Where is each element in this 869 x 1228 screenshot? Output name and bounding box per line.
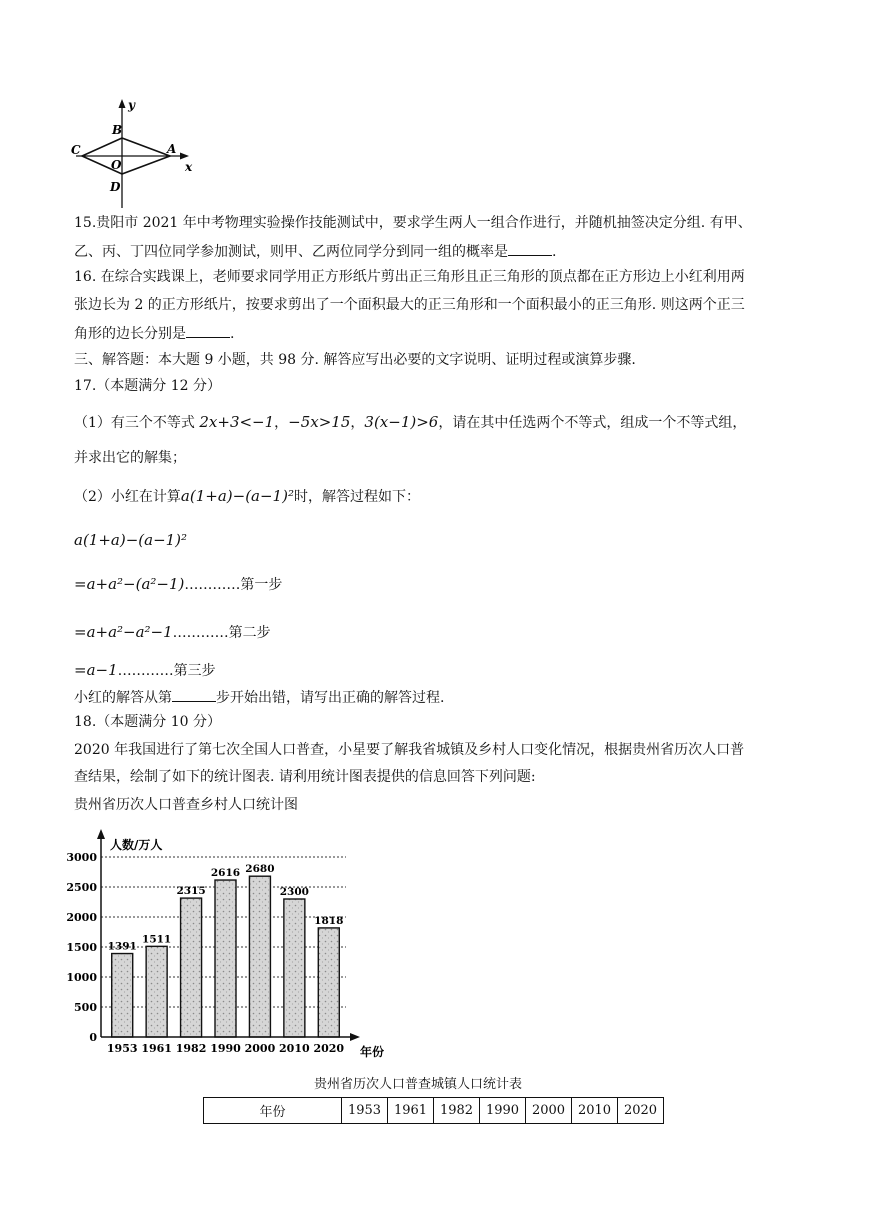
chart-y-tick-label: 3000	[66, 851, 97, 864]
step-2-expression: =a+a²−a²−1	[74, 623, 173, 641]
q16-line-1: 16. 在综合实践课上，老师要求同学用正方形纸片剪出正三角形且正三角形的顶点都在正方形边上小红利用两	[74, 269, 745, 285]
table-year-cell: 2020	[618, 1098, 664, 1124]
rhombus-figure	[62, 96, 202, 208]
chart-x-tick-label: 2010	[279, 1042, 310, 1055]
step-1-expression: =a+a²−(a²−1)	[74, 575, 185, 593]
q17-error-line	[74, 687, 444, 708]
solution-step-2	[74, 622, 271, 643]
step-2-label: …………第二步	[172, 625, 271, 641]
table-year-cell: 2010	[572, 1098, 618, 1124]
q15-text: 乙、丙、丁四位同学参加测试，则甲、乙两位同学分到同一组的概率是	[74, 244, 508, 260]
chart-y-axis-label: 人数/万人	[110, 838, 163, 852]
error-step-blank	[172, 687, 216, 702]
q15-line-2	[74, 241, 556, 262]
chart-x-tick-label: 2000	[244, 1042, 276, 1055]
q15-end: .	[552, 244, 557, 260]
solution-step-1	[74, 574, 282, 595]
label-a: A	[167, 142, 177, 156]
q16-line-3	[74, 323, 234, 344]
chart-value-label: 1391	[107, 940, 137, 953]
table-title: 贵州省历次人口普查城镇人口统计表	[314, 1077, 523, 1092]
table-year-cell: 2000	[526, 1098, 572, 1124]
chart-value-label: 2300	[279, 886, 309, 898]
chart-value-label: 2315	[176, 885, 206, 898]
q17-part2-line	[74, 486, 420, 507]
chart-bar	[215, 880, 236, 1037]
chart-x-tick-label: 1982	[175, 1042, 207, 1055]
chart-bar	[146, 946, 167, 1037]
q18-header: 18.（本题满分 10 分）	[74, 714, 221, 730]
chart-x-axis-arrow	[350, 1033, 360, 1041]
chart-y-tick-label: 1500	[66, 941, 97, 954]
chart-bar	[181, 898, 202, 1037]
step-3-label: …………第三步	[117, 663, 216, 679]
solution-step-0: a(1+a)−(a−1)²	[74, 531, 188, 549]
chart-y-tick-label: 2500	[66, 881, 97, 894]
chart-value-label: 2616	[210, 867, 241, 880]
q15-line-1: 15.贵阳市 2021 年中考物理实验操作技能测试中，要求学生两人一组合作进行，并随机抽签决定分组. 有甲、	[74, 215, 752, 231]
label-y: y	[128, 98, 135, 112]
chart-x-tick-label: 2020	[313, 1042, 345, 1055]
chart-bar	[249, 876, 270, 1037]
solution-step-3	[74, 660, 216, 681]
chart-bar	[318, 928, 339, 1037]
label-x: x	[185, 160, 193, 174]
rural-population-bar-chart	[66, 826, 396, 1062]
chart-x-tick-label: 1953	[106, 1042, 138, 1055]
y-axis-arrow	[119, 99, 126, 108]
q16-text: 角形的边长分别是	[74, 326, 186, 342]
chart-y-tick-label: 2000	[66, 911, 97, 924]
inequality-1: 2x+3<−1	[199, 413, 275, 431]
label-o: O	[111, 158, 122, 172]
q18-line-2: 查结果，绘制了如下的统计图表. 请利用统计图表提供的信息回答下列问题:	[74, 769, 536, 785]
q17-p2-suffix: 时，解答过程如下：	[293, 489, 420, 505]
table-year-cell: 1953	[342, 1098, 388, 1124]
q16-end: .	[230, 326, 235, 342]
error-prefix: 小红的解答从第	[74, 690, 172, 706]
q16-line-2: 张边长为 2 的正方形纸片，按要求剪出了一个面积最大的正三角形和一个面积最小的正三角形. 则这两个正三	[74, 297, 745, 313]
x-axis-arrow	[180, 153, 189, 160]
q17-header: 17.（本题满分 12 分）	[74, 378, 221, 394]
q17-part1-line-1	[74, 412, 746, 433]
q17-p2-expression: a(1+a)−(a−1)²	[180, 487, 294, 505]
q17-p1-suffix: ，请在其中任选两个不等式，组成一个不等式组，	[438, 415, 747, 431]
table-row	[204, 1098, 664, 1124]
q17-part1-line-2: 并求出它的解集；	[74, 450, 186, 466]
urban-population-table	[203, 1097, 664, 1124]
chart-x-axis-label: 年份	[360, 1045, 385, 1059]
inequality-2: −5x>15	[288, 413, 351, 431]
label-d: D	[110, 180, 121, 194]
table-year-cell: 1982	[434, 1098, 480, 1124]
q17-sep-1: ，	[274, 415, 289, 431]
chart-y-tick-label: 1000	[66, 971, 97, 984]
table-year-cell: 1961	[388, 1098, 434, 1124]
q17-p1-prefix: （1）有三个不等式	[74, 415, 195, 431]
q17-p2-prefix: （2）小红在计算	[74, 489, 181, 505]
chart-x-tick-label: 1961	[141, 1042, 172, 1055]
chart-value-label: 1818	[314, 914, 344, 927]
label-b: B	[112, 123, 123, 137]
label-c: C	[71, 143, 81, 157]
q18-line-1: 2020 年我国进行了第七次全国人口普查，小星要了解我省城镇及乡村人口变化情况，根据贵州省历次人口普	[74, 742, 745, 758]
q15-answer-blank	[508, 241, 552, 256]
error-suffix: 步开始出错，请写出正确的解答过程.	[216, 690, 445, 706]
chart-title: 贵州省历次人口普查乡村人口统计图	[74, 797, 298, 813]
q17-sep-2: ，	[350, 415, 365, 431]
table-header-cell: 年份	[204, 1098, 342, 1124]
chart-y-tick-label: 500	[74, 1001, 97, 1014]
chart-y-axis-arrow	[97, 829, 105, 839]
chart-value-label: 1511	[142, 933, 172, 946]
inequality-3: 3(x−1)>6	[364, 413, 439, 431]
step-1-label: …………第一步	[184, 577, 283, 593]
q16-answer-blank	[186, 323, 230, 338]
section-3-title: 三、解答题：本大题 9 小题，共 98 分. 解答应写出必要的文字说明、证明过程或演算步骤.	[74, 352, 636, 368]
chart-bar	[284, 899, 305, 1037]
chart-x-tick-label: 1990	[210, 1042, 241, 1055]
chart-y-tick-label: 0	[89, 1031, 97, 1044]
chart-value-label: 2680	[245, 863, 275, 876]
table-year-cell: 1990	[480, 1098, 526, 1124]
chart-bar	[112, 954, 133, 1037]
step-3-expression: =a−1	[74, 661, 118, 679]
